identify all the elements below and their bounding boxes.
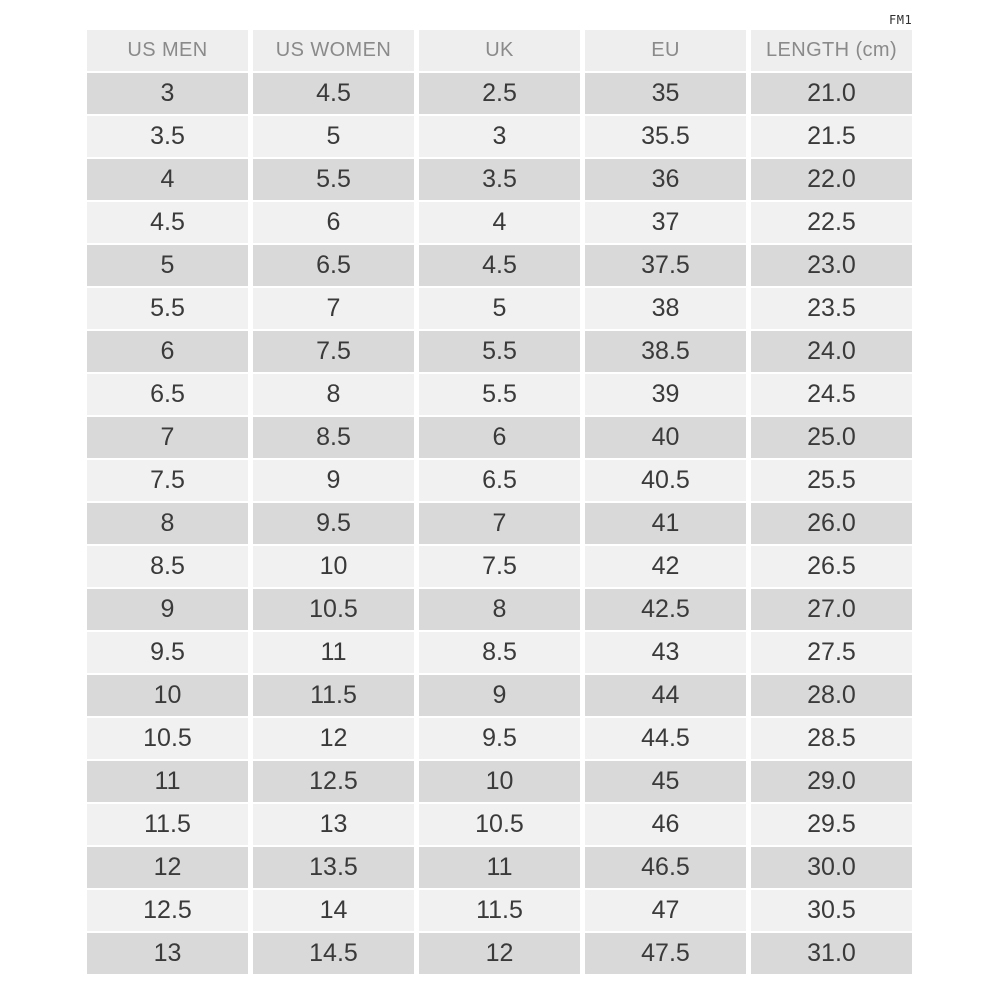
table-cell-uk: 6 xyxy=(419,417,580,458)
table-cell-eu: 39 xyxy=(585,374,746,415)
table-cell-length: 28.0 xyxy=(751,675,912,716)
table-cell-us-men: 13 xyxy=(87,933,248,974)
table-cell-us-men: 4.5 xyxy=(87,202,248,243)
table-cell-eu: 37 xyxy=(585,202,746,243)
table-cell-us-women: 12.5 xyxy=(253,761,414,802)
table-cell-us-women: 5.5 xyxy=(253,159,414,200)
table-cell-us-women: 12 xyxy=(253,718,414,759)
table-cell-us-men: 3.5 xyxy=(87,116,248,157)
table-cell-us-men: 4 xyxy=(87,159,248,200)
table-cell-length: 29.5 xyxy=(751,804,912,845)
table-cell-us-women: 8 xyxy=(253,374,414,415)
table-cell-length: 27.0 xyxy=(751,589,912,630)
table-cell-us-men: 11 xyxy=(87,761,248,802)
table-cell-length: 26.5 xyxy=(751,546,912,587)
table-cell-us-men: 7 xyxy=(87,417,248,458)
table-cell-us-women: 8.5 xyxy=(253,417,414,458)
watermark-label: FM1 xyxy=(889,13,913,27)
table-cell-uk: 5.5 xyxy=(419,374,580,415)
table-cell-eu: 45 xyxy=(585,761,746,802)
table-cell-eu: 41 xyxy=(585,503,746,544)
table-cell-us-men: 12.5 xyxy=(87,890,248,931)
table-cell-us-men: 8 xyxy=(87,503,248,544)
table-cell-us-women: 4.5 xyxy=(253,73,414,114)
table-cell-us-women: 10.5 xyxy=(253,589,414,630)
table-cell-eu: 44.5 xyxy=(585,718,746,759)
table-cell-us-women: 5 xyxy=(253,116,414,157)
table-cell-length: 21.5 xyxy=(751,116,912,157)
table-cell-us-men: 5 xyxy=(87,245,248,286)
table-cell-us-women: 6.5 xyxy=(253,245,414,286)
table-cell-eu: 35.5 xyxy=(585,116,746,157)
table-cell-us-men: 10.5 xyxy=(87,718,248,759)
table-cell-eu: 43 xyxy=(585,632,746,673)
table-cell-length: 23.0 xyxy=(751,245,912,286)
table-cell-eu: 46.5 xyxy=(585,847,746,888)
table-cell-length: 22.5 xyxy=(751,202,912,243)
table-cell-eu: 40 xyxy=(585,417,746,458)
table-cell-eu: 35 xyxy=(585,73,746,114)
table-cell-length: 27.5 xyxy=(751,632,912,673)
table-cell-eu: 46 xyxy=(585,804,746,845)
table-cell-length: 25.0 xyxy=(751,417,912,458)
table-cell-eu: 37.5 xyxy=(585,245,746,286)
size-chart-table xyxy=(87,30,912,974)
table-cell-length: 29.0 xyxy=(751,761,912,802)
table-cell-uk: 6.5 xyxy=(419,460,580,501)
table-cell-length: 24.0 xyxy=(751,331,912,372)
table-cell-length: 26.0 xyxy=(751,503,912,544)
table-cell-us-women: 11.5 xyxy=(253,675,414,716)
table-cell-uk: 7 xyxy=(419,503,580,544)
table-cell-us-men: 9 xyxy=(87,589,248,630)
table-cell-uk: 9.5 xyxy=(419,718,580,759)
column-header-us-men: US MEN xyxy=(87,30,248,71)
table-cell-length: 25.5 xyxy=(751,460,912,501)
table-cell-us-women: 10 xyxy=(253,546,414,587)
table-cell-us-women: 14 xyxy=(253,890,414,931)
table-cell-uk: 8 xyxy=(419,589,580,630)
table-cell-uk: 5.5 xyxy=(419,331,580,372)
table-cell-us-men: 7.5 xyxy=(87,460,248,501)
table-cell-us-men: 6 xyxy=(87,331,248,372)
table-cell-us-women: 7 xyxy=(253,288,414,329)
table-cell-eu: 47.5 xyxy=(585,933,746,974)
table-cell-eu: 42 xyxy=(585,546,746,587)
table-cell-length: 31.0 xyxy=(751,933,912,974)
table-cell-eu: 40.5 xyxy=(585,460,746,501)
column-header-length: LENGTH (cm) xyxy=(751,30,912,71)
table-cell-us-women: 9 xyxy=(253,460,414,501)
table-cell-length: 23.5 xyxy=(751,288,912,329)
table-cell-uk: 4 xyxy=(419,202,580,243)
table-cell-uk: 10.5 xyxy=(419,804,580,845)
table-cell-us-men: 5.5 xyxy=(87,288,248,329)
table-cell-us-men: 11.5 xyxy=(87,804,248,845)
table-cell-uk: 4.5 xyxy=(419,245,580,286)
table-cell-us-women: 7.5 xyxy=(253,331,414,372)
table-cell-us-women: 13.5 xyxy=(253,847,414,888)
table-cell-us-men: 9.5 xyxy=(87,632,248,673)
table-cell-length: 28.5 xyxy=(751,718,912,759)
table-cell-uk: 10 xyxy=(419,761,580,802)
column-header-us-women: US WOMEN xyxy=(253,30,414,71)
table-cell-length: 21.0 xyxy=(751,73,912,114)
table-cell-length: 30.5 xyxy=(751,890,912,931)
table-cell-eu: 38 xyxy=(585,288,746,329)
table-cell-length: 24.5 xyxy=(751,374,912,415)
table-cell-uk: 12 xyxy=(419,933,580,974)
table-cell-uk: 5 xyxy=(419,288,580,329)
table-cell-us-women: 6 xyxy=(253,202,414,243)
table-cell-us-men: 8.5 xyxy=(87,546,248,587)
table-cell-eu: 44 xyxy=(585,675,746,716)
table-cell-length: 30.0 xyxy=(751,847,912,888)
table-cell-us-men: 6.5 xyxy=(87,374,248,415)
table-cell-us-men: 12 xyxy=(87,847,248,888)
table-cell-length: 22.0 xyxy=(751,159,912,200)
table-cell-eu: 42.5 xyxy=(585,589,746,630)
table-cell-uk: 3 xyxy=(419,116,580,157)
table-cell-us-men: 3 xyxy=(87,73,248,114)
table-cell-uk: 11.5 xyxy=(419,890,580,931)
table-cell-us-men: 10 xyxy=(87,675,248,716)
table-cell-uk: 8.5 xyxy=(419,632,580,673)
table-cell-eu: 47 xyxy=(585,890,746,931)
table-cell-us-women: 14.5 xyxy=(253,933,414,974)
table-cell-uk: 11 xyxy=(419,847,580,888)
table-cell-us-women: 9.5 xyxy=(253,503,414,544)
table-cell-us-women: 13 xyxy=(253,804,414,845)
column-header-eu: EU xyxy=(585,30,746,71)
table-cell-us-women: 11 xyxy=(253,632,414,673)
table-cell-eu: 36 xyxy=(585,159,746,200)
column-header-uk: UK xyxy=(419,30,580,71)
table-cell-uk: 9 xyxy=(419,675,580,716)
table-cell-uk: 7.5 xyxy=(419,546,580,587)
table-cell-uk: 2.5 xyxy=(419,73,580,114)
table-cell-uk: 3.5 xyxy=(419,159,580,200)
table-cell-eu: 38.5 xyxy=(585,331,746,372)
